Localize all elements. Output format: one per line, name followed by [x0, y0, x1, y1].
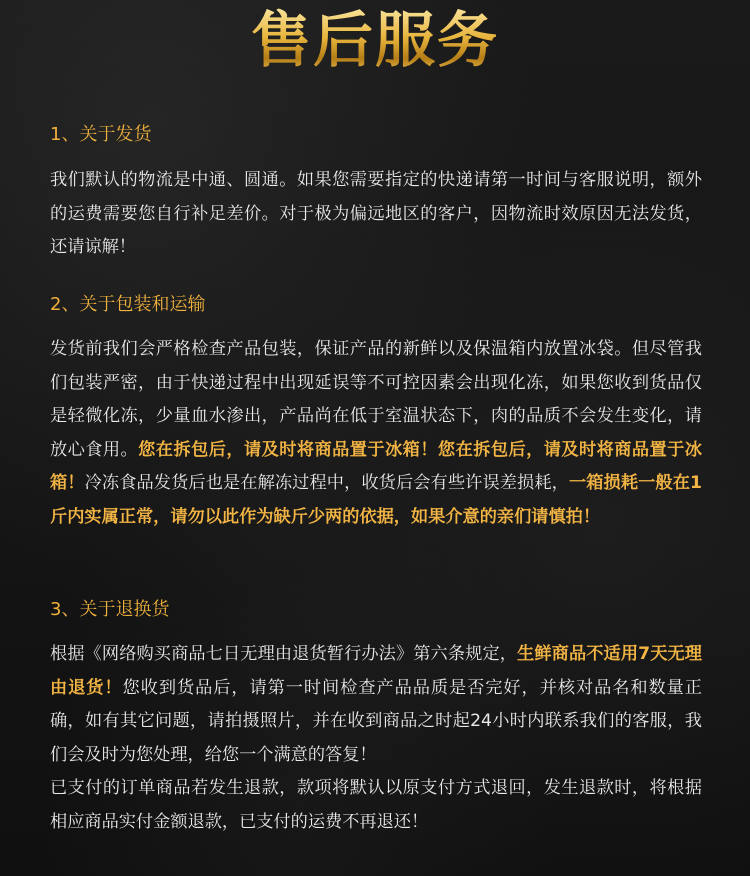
packaging-highlight-loss: 一箱损耗一般在1斤内实属正常，请勿以此作为缺斤少两的依据，如果介意的亲们请慎拍！ — [50, 473, 702, 527]
packaging-highlight-fridge: 您在拆包后，请及时将商品置于冰箱！您在拆包后，请及时将商品置于冰箱！ — [50, 439, 702, 493]
packaging-text-2: 冷冻食品发货后也是在解冻过程中，收货后会有些许误差损耗， — [84, 473, 569, 493]
section-heading-returns: 3、关于退换货 — [50, 599, 170, 620]
returns-highlight-no-return: 生鲜商品不适用7天无理由退货！ — [50, 644, 702, 698]
section-body-shipping: 我们默认的物流是中通、圆通。如果您需要指定的快递请第一时间与客服说明，额外的运费需要您自行补足差价。对于极为偏远地区的客户，因物流时效原因无法发货，还请谅解！ — [50, 170, 702, 257]
section-body-refunds: 已支付的订单商品若发生退款，款项将默认以原支付方式退回，发生退款时，将根据相应商品实付金额退款，已支付的运费不再退还！ — [50, 778, 702, 832]
section-heading-shipping: 1、关于发货 — [50, 124, 152, 145]
section-body-returns — [50, 638, 702, 772]
section-body-packaging — [50, 333, 702, 534]
returns-text-2: 您收到货品后，请第一时间检查产品品质是否完好，并核对品名和数量正确，如有其它问题，请拍摄照片，并在收到商品之时起24小时内联系我们的客服，我们会及时为您处理，给您一个满意的答复！ — [50, 677, 702, 765]
section-returns — [50, 598, 702, 839]
packaging-text-1: 发货前我们会严格检查产品包装，保证产品的新鲜以及保温箱内放置冰袋。但尽管我们包装严密，由于快递过程中出现延误等不可控因素会出现化冻，如果您收到货品仅是轻微化冻，少量血水渗出，产品尚在低于室温状态下，肉的品质不会发生变化，请放心食用。 — [50, 339, 702, 460]
section-shipping — [50, 123, 702, 265]
returns-text-1: 根据《网络购买商品七日无理由退货暂行办法》第六条规定， — [50, 644, 518, 664]
section-heading-packaging: 2、关于包装和运输 — [50, 294, 206, 315]
page-title: 售后服务 — [0, 6, 750, 76]
section-packaging — [50, 293, 702, 534]
